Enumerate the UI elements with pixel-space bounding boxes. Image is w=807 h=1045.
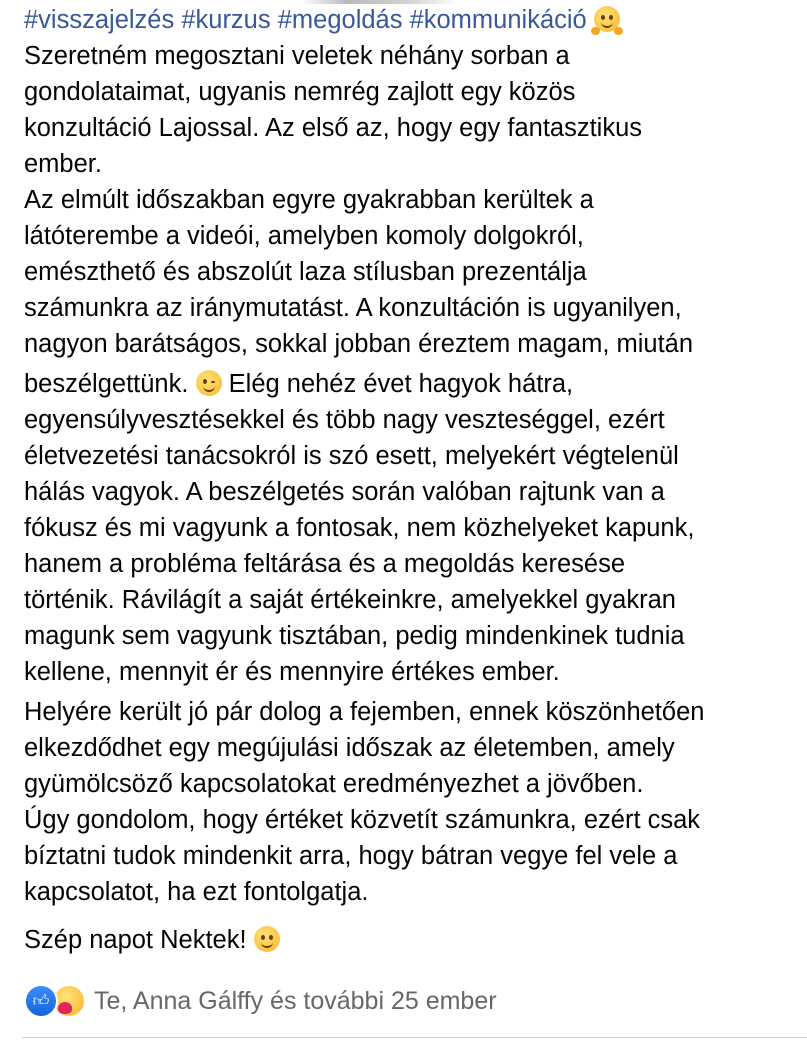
post-text-line: történik. Rávilágít a saját értékeinkre, amelyekkel gyakran <box>24 586 676 614</box>
hashtag-link[interactable]: #kurzus <box>181 6 271 34</box>
post-text-line: kapcsolatot, ha ezt fontolgatja. <box>24 878 369 906</box>
post-text-line: hanem a probléma feltárása és a megoldás keresése <box>24 550 626 578</box>
post-text-line: emészthető és abszolút laza stílusban prezentálja <box>24 258 587 286</box>
post-text-line: gondolataimat, ugyanis nemrég zajlott egy közös <box>24 78 576 106</box>
post-text-line: életvezetési tanácsokról is szó esett, melyekért végtelenül <box>24 442 679 470</box>
post-text-line: elkezdődhet egy megújulási időszak az életemben, amely <box>24 734 675 762</box>
hashtag-line <box>24 5 620 35</box>
post-text-line: magunk sem vagyunk tisztában, pedig mindenkinek tudnia <box>24 622 685 650</box>
post-text-line: hálás vagyok. A beszélgetés során valóban rajtunk van a <box>24 478 665 506</box>
post-text-line: kellene, mennyit ér és mennyire értékes ember. <box>24 658 560 686</box>
post-text-line: Az elmúlt időszakban egyre gyakrabban kerültek a <box>24 186 594 214</box>
post-text-line: fókusz és mi vagyunk a fontosak, nem közhelyeket kapunk, <box>24 514 695 542</box>
post-text-line: Helyére került jó pár dolog a fejemben, ennek köszönhetően <box>24 698 705 726</box>
post-text-line <box>24 369 573 399</box>
hashtag-link[interactable]: #kommunikáció <box>409 6 587 34</box>
slightly-smiling-face-icon <box>254 926 280 952</box>
like-reaction-icon: 👍︎ <box>24 984 58 1018</box>
post-text-line: nagyon barátságos, sokkal jobban éreztem magam, miután <box>24 330 694 358</box>
post-text: beszélgettünk. <box>24 370 189 398</box>
post-text-line: egyensúlyvesztésekkel és több nagy veszteséggel, ezért <box>24 406 665 434</box>
hugging-face-icon <box>594 6 620 32</box>
post-text-line: Szeretném megosztani veletek néhány sorban a <box>24 42 570 70</box>
post-text-line: számunkra az iránymutatást. A konzultáción is ugyanilyen, <box>24 294 682 322</box>
winking-face-icon <box>196 370 222 396</box>
post-text-line <box>24 925 280 955</box>
cropped-image-fragment <box>300 0 460 4</box>
post-text: Elég nehéz évet hagyok hátra, <box>228 370 574 398</box>
post-text-line: Úgy gondolom, hogy értéket közvetít számunkra, ezért csak <box>24 806 701 834</box>
reactions-summary[interactable] <box>24 984 497 1018</box>
post-text-line: bíztatni tudok mindenkit arra, hogy bátran vegye fel vele a <box>24 842 678 870</box>
post-text-line: ember. <box>24 150 102 178</box>
hashtag-link[interactable]: #megoldás <box>277 6 403 34</box>
post-text: Szép napot Nektek! <box>24 926 247 954</box>
divider <box>22 1037 807 1038</box>
post-text-line: látóterembe a videói, amelyben komoly dolgokról, <box>24 222 584 250</box>
reactions-text[interactable]: Te, Anna Gálffy és további 25 ember <box>94 986 497 1015</box>
post-text-line: konzultáció Lajossal. Az első az, hogy egy fantasztikus <box>24 114 643 142</box>
hashtag-link[interactable]: #visszajelzés <box>24 6 175 34</box>
post-text-line: gyümölcsöző kapcsolatokat eredményezhet a jövőben. <box>24 770 644 798</box>
